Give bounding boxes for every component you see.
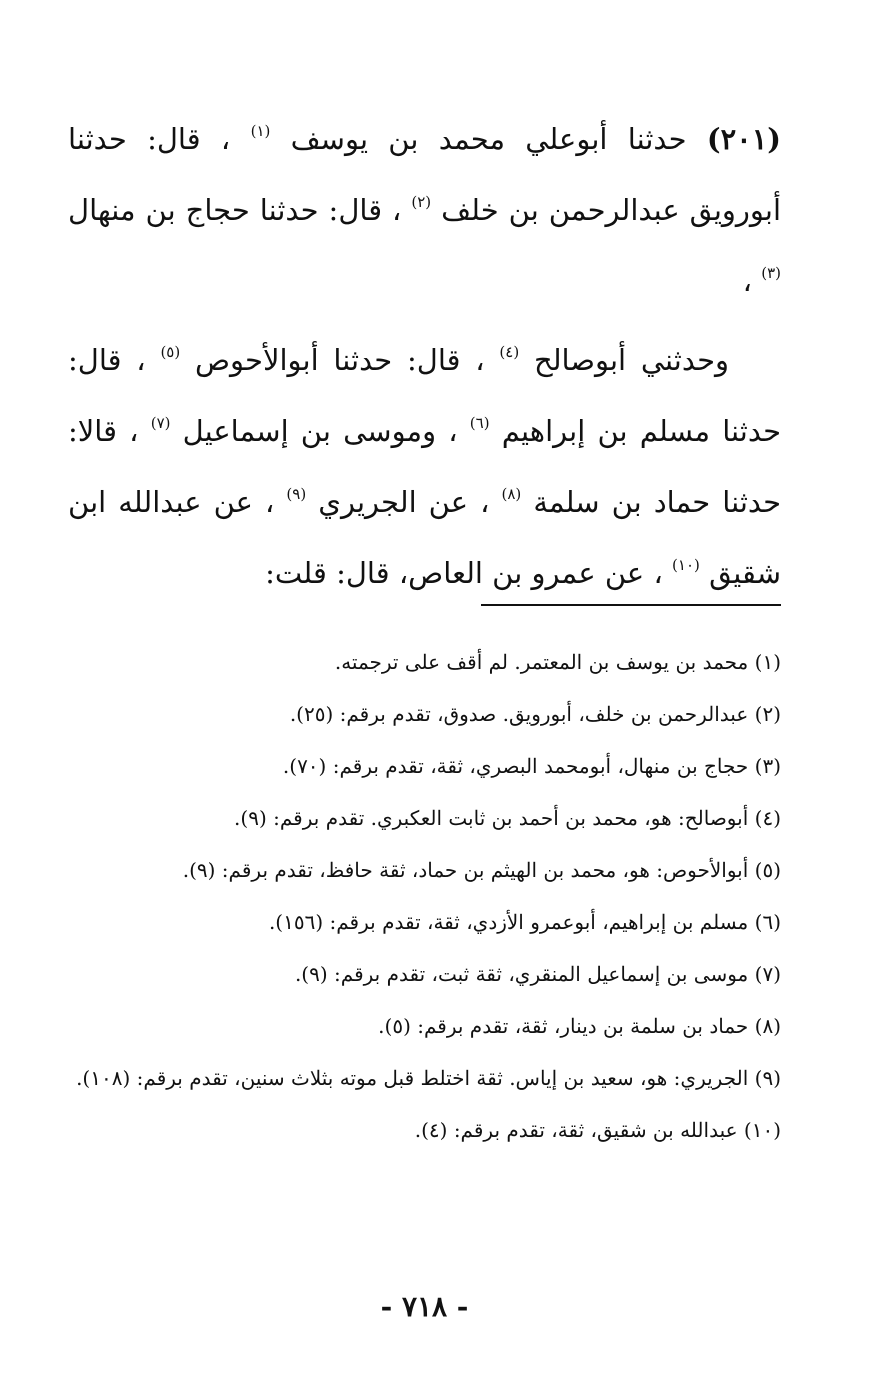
footnote-1: (١) محمد بن يوسف بن المعتمر. لم أقف على ترجمته. <box>334 650 781 674</box>
text-segment: ، <box>742 264 752 298</box>
text-segment: ، عن عبدالله ابن شقيق <box>68 485 781 590</box>
footnote-ref: (٣) <box>761 264 781 282</box>
hadith-paragraph <box>68 104 781 317</box>
footnote-5: (٥) أبوالأحوص: هو، محمد بن الهيثم بن حماد، ثقة حافظ، تقدم برقم: (٩). <box>182 858 781 882</box>
footnote-ref: (٤) <box>499 343 520 361</box>
footnote-ref: (١٠) <box>672 556 700 574</box>
text-segment: ، قال: حدثنا أبورويق عبدالرحمن بن خلف <box>68 122 782 227</box>
footnote-8: (٨) حماد بن سلمة بن دينار، ثقة، تقدم برقم: (٥). <box>378 1014 781 1038</box>
main-text <box>68 104 781 609</box>
footnote-4: (٤) أبوصالح: هو، محمد بن أحمد بن ثابت العكبري. تقدم برقم: (٩). <box>234 806 781 830</box>
footnote-ref: (٦) <box>469 414 490 432</box>
footnote-6: (٦) مسلم بن إبراهيم، أبوعمرو الأزدي، ثقة، تقدم برقم: (١٥٦). <box>268 910 781 934</box>
footnote-separator <box>481 604 781 606</box>
footnote-ref: (٩) <box>286 485 307 503</box>
chain-paragraph <box>68 325 781 609</box>
text-segment: ، وموسى بن إسماعيل <box>182 414 458 448</box>
footnote-ref: (٢) <box>411 193 432 211</box>
text-segment: وحدثني أبوصالح <box>533 343 730 377</box>
footnote-7: (٧) موسى بن إسماعيل المنقري، ثقة ثبت، تقدم برقم: (٩). <box>294 962 781 986</box>
footnote-3: (٣) حجاج بن منهال، أبومحمد البصري، ثقة، تقدم برقم: (٧٠). <box>282 754 781 778</box>
footnotes <box>68 636 781 1156</box>
page-number: - ٧١٨ - <box>380 1290 469 1323</box>
text-segment: ، عن الجريري <box>318 485 490 519</box>
footnote-9: (٩) الجريري: هو، سعيد بن إياس. ثقة اختلط قبل موته بثلاث سنين، تقدم برقم: (١٠٨). <box>76 1066 781 1090</box>
footnote-ref: (١) <box>250 122 271 140</box>
footnote-ref: (٥) <box>160 343 181 361</box>
text-segment: ، قال: حدثنا حجاج بن منهال <box>68 193 402 227</box>
text-segment: حدثنا أبوعلي محمد بن يوسف <box>290 122 707 156</box>
footnote-10: (١٠) عبدالله بن شقيق، ثقة، تقدم برقم: (٤). <box>414 1118 781 1142</box>
book-page <box>68 0 781 1383</box>
text-segment: ، قال: حدثنا مسلم بن إبراهيم <box>68 343 782 448</box>
text-segment: ، قالا: حدثنا حماد بن سلمة <box>68 414 782 519</box>
hadith-number: (٢٠١) <box>706 122 782 156</box>
text-segment: ، قال: حدثنا أبوالأحوص <box>194 343 485 377</box>
footnote-2: (٢) عبدالرحمن بن خلف، أبورويق. صدوق، تقدم برقم: (٢٥). <box>289 702 781 726</box>
footnote-ref: (٧) <box>150 414 171 432</box>
text-segment: ، عن عمرو بن العاص، قال: قلت: <box>265 556 663 590</box>
footnote-ref: (٨) <box>501 485 522 503</box>
